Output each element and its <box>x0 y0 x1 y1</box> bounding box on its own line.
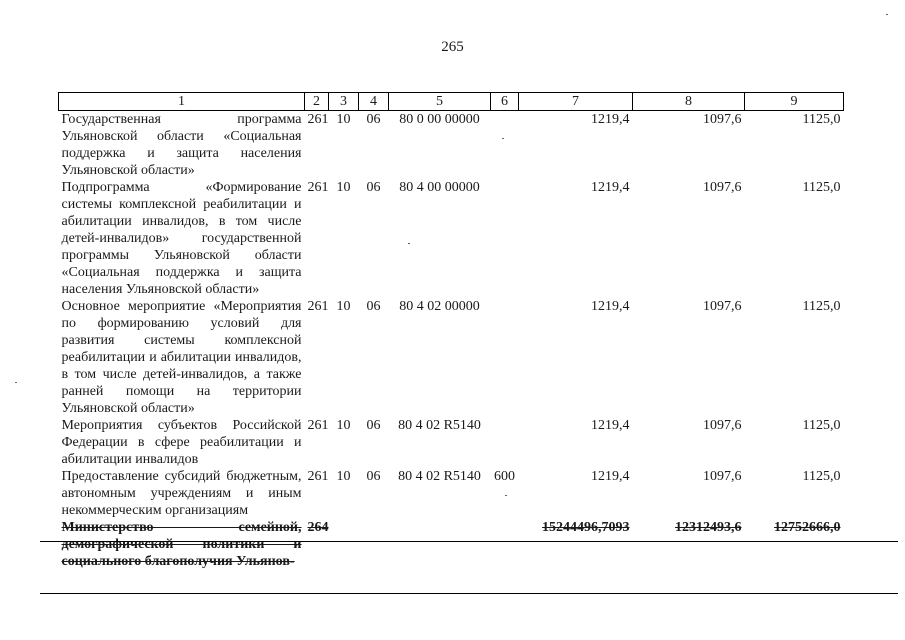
header-col-7: 7 <box>519 93 633 111</box>
row-name: Мероприятия субъектов Российской Федерации в сфере реабилитации и абилитации инвалидов <box>61 418 302 467</box>
row-value-7: 15244496,7093 <box>542 520 630 535</box>
scan-speck <box>15 382 17 383</box>
row-value-8: 1097,6 <box>703 180 742 195</box>
row-value-7: 1219,4 <box>591 180 630 195</box>
struck-row-bottom-rule <box>40 593 898 594</box>
header-col-3: 3 <box>329 93 359 111</box>
row-value-8: 12312493,6 <box>675 520 742 535</box>
row-name: Подпрограмма «Формирование системы комплексной реабилитации и абилитации инвалидов, в том числе детей-инвалидов» государственной программы Ульяновской области «Социальная поддержка и защита населения Ульяновской области» <box>61 180 302 297</box>
row-csr: 80 4 02 R5140 <box>398 418 481 433</box>
row-vr <box>491 111 519 180</box>
row-value-8: 1097,6 <box>703 469 742 484</box>
row-vr <box>491 519 519 570</box>
table-row <box>59 468 844 519</box>
row-name: Основное мероприятие «Мероприятия по формированию условий для развития системы комплексной реабилитации и абилитации инвалидов, в том числе детей-инвалидов, а также ранней помощи на территории Ульяновской области» <box>61 299 302 416</box>
row-rz: 10 <box>336 418 351 433</box>
scan-speck <box>505 495 507 496</box>
row-csr: 80 4 00 00000 <box>399 180 480 195</box>
struck-row-top-rule <box>40 541 898 542</box>
scan-speck <box>502 138 504 139</box>
row-value-9: 1125,0 <box>802 418 841 433</box>
row-gr: 261 <box>307 469 329 484</box>
header-col-8: 8 <box>633 93 745 111</box>
table-row <box>59 179 844 298</box>
row-pr <box>359 519 389 570</box>
row-gr: 261 <box>307 418 329 433</box>
row-rz: 10 <box>336 180 351 195</box>
row-rz: 10 <box>336 299 351 314</box>
row-gr: 261 <box>307 180 329 195</box>
row-rz: 10 <box>336 112 351 127</box>
row-gr: 261 <box>307 299 329 314</box>
row-value-8: 1097,6 <box>703 418 742 433</box>
row-pr: 06 <box>366 299 381 314</box>
row-pr: 06 <box>366 112 381 127</box>
row-pr: 06 <box>366 469 381 484</box>
row-value-7: 1219,4 <box>591 418 630 433</box>
header-col-4: 4 <box>359 93 389 111</box>
row-name: Министерство семейной, демографической политики и социального благополучия Ульянов- <box>61 520 302 569</box>
table-header <box>59 93 844 111</box>
row-value-8: 1097,6 <box>703 112 742 127</box>
header-col-2: 2 <box>305 93 329 111</box>
row-csr: 80 4 02 R5140 <box>398 469 481 484</box>
row-pr: 06 <box>366 418 381 433</box>
row-vr <box>491 417 519 468</box>
budget-table <box>58 92 844 570</box>
header-col-9: 9 <box>745 93 844 111</box>
row-name: Предоставление субсидий бюджетным, автономным учреждениям и иным некоммерческим организациям <box>61 469 302 518</box>
table-row-struck <box>59 519 844 570</box>
row-value-7: 1219,4 <box>591 112 630 127</box>
header-col-5: 5 <box>389 93 491 111</box>
row-csr: 80 4 02 00000 <box>399 299 480 314</box>
page-number: 265 <box>441 39 464 55</box>
row-csr <box>389 519 491 570</box>
row-vr <box>491 179 519 298</box>
row-value-9: 1125,0 <box>802 469 841 484</box>
row-value-7: 1219,4 <box>591 299 630 314</box>
row-name: Государственная программа Ульяновской области «Социальная поддержка и защита населения Ульяновской области» <box>61 112 302 178</box>
row-vr <box>491 298 519 417</box>
row-value-9: 12752666,0 <box>774 520 841 535</box>
header-col-6: 6 <box>491 93 519 111</box>
table-row <box>59 298 844 417</box>
row-rz <box>329 519 359 570</box>
row-rz: 10 <box>336 469 351 484</box>
row-gr: 261 <box>307 112 329 127</box>
row-value-9: 1125,0 <box>802 112 841 127</box>
scan-speck <box>408 243 410 244</box>
header-col-1: 1 <box>59 93 305 111</box>
row-value-7: 1219,4 <box>591 469 630 484</box>
row-vr: 600 <box>494 469 515 484</box>
row-csr: 80 0 00 00000 <box>399 112 480 127</box>
row-value-8: 1097,6 <box>703 299 742 314</box>
row-gr: 264 <box>307 520 329 535</box>
table-row <box>59 417 844 468</box>
table-row <box>59 111 844 180</box>
row-pr: 06 <box>366 180 381 195</box>
row-value-9: 1125,0 <box>802 299 841 314</box>
row-value-9: 1125,0 <box>802 180 841 195</box>
scan-speck <box>886 14 888 15</box>
